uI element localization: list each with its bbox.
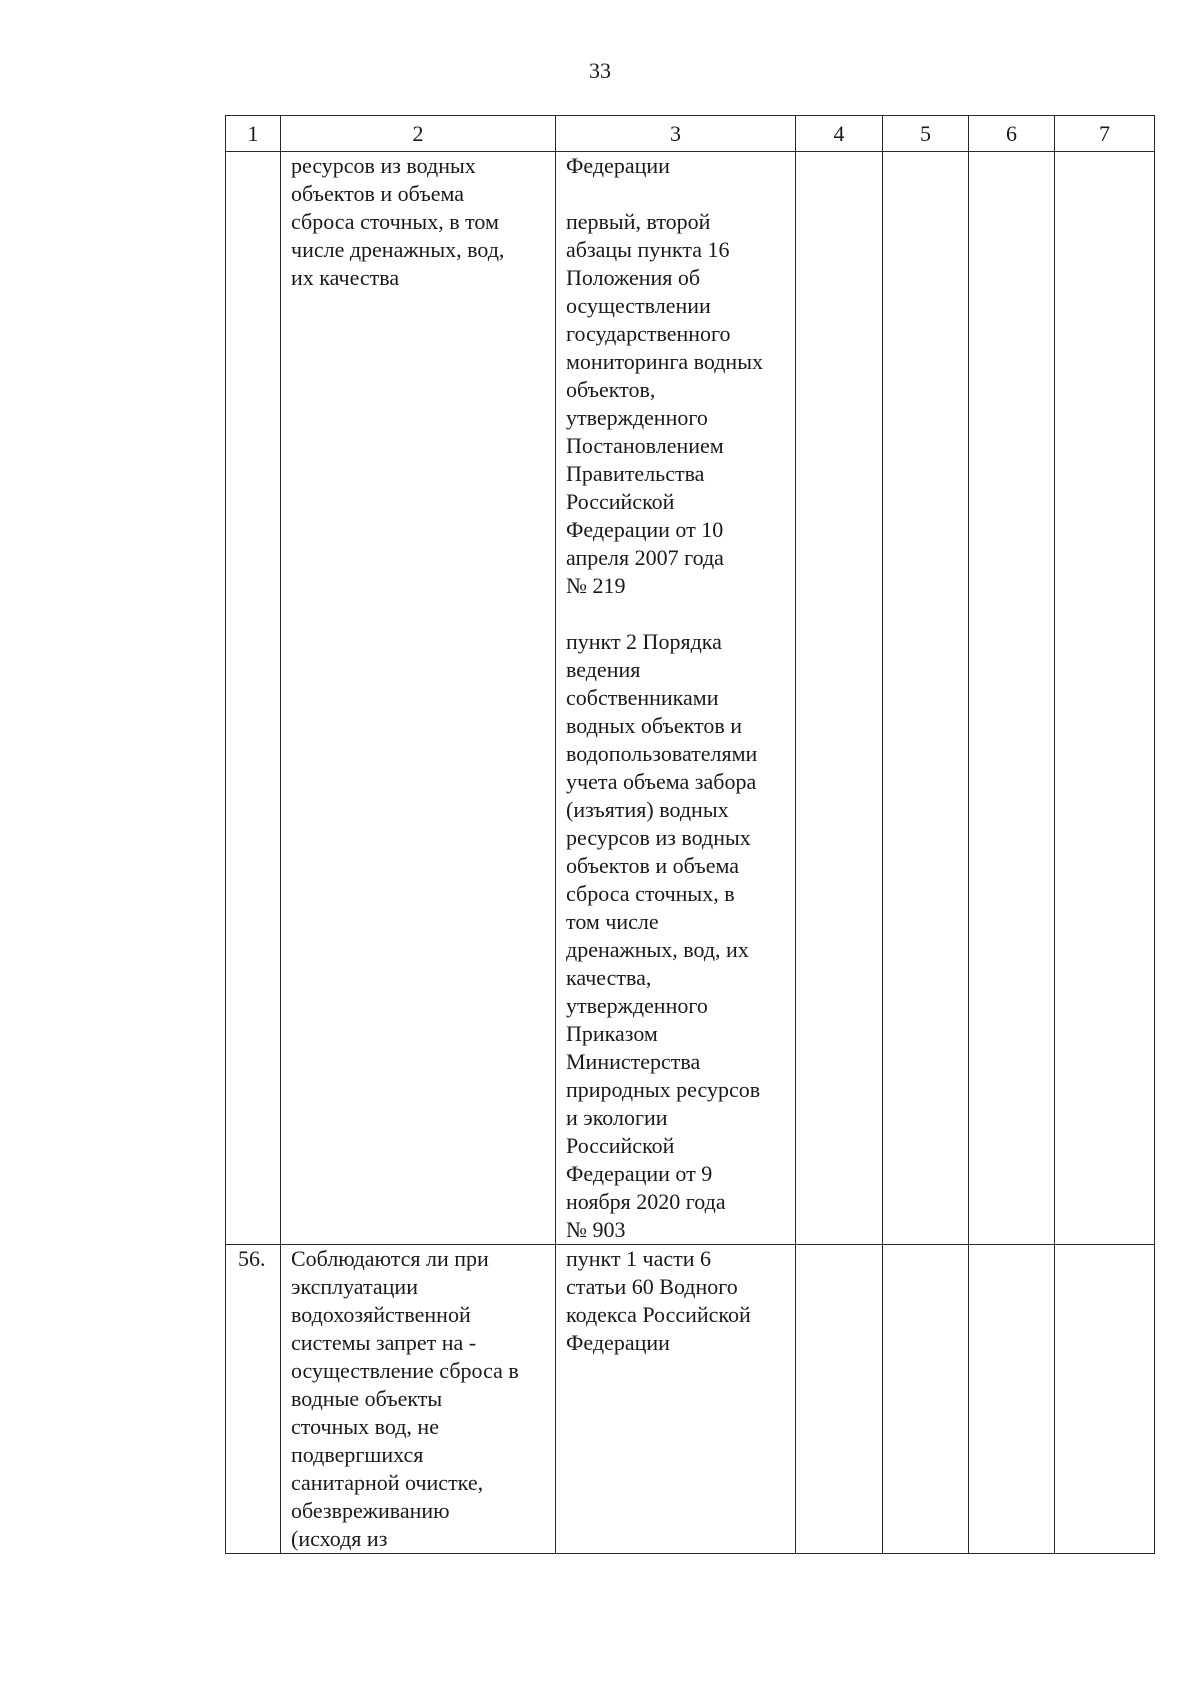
answer-cell-7[interactable] <box>1055 152 1155 1245</box>
legal-reference-text: первый, второй абзацы пункта 16 Положения об осуществлении государственного мониторинга водных объектов, утвержденного Постановлением Правительства Российской Федерации от 10 апреля 2007 года № 219 <box>566 209 763 598</box>
column-header-1: 1 <box>226 116 281 152</box>
answer-cell-5[interactable] <box>883 152 969 1245</box>
legal-reference-text: пункт 2 Порядка ведения собственниками водных объектов и водопользователями учета объема забора (изъятия) водных ресурсов из водных объектов и объема сброса сточных, в том числе дренажных, вод, их качества, утвержденного Приказом Министерства природных ресурсов и экологии Российской Федерации от 9 ноября 2020 года № 903 <box>566 629 761 1242</box>
table-row <box>226 152 1155 1245</box>
answer-cell-5[interactable] <box>883 1245 969 1554</box>
requirement-cell <box>281 1245 556 1554</box>
column-header-7: 7 <box>1055 116 1155 152</box>
requirement-text: ресурсов из водных объектов и объема сброса сточных, в том числе дренажных, вод, их качества <box>291 153 505 290</box>
row-number-cell <box>226 152 281 1245</box>
answer-cell-4[interactable] <box>796 152 883 1245</box>
answer-cell-4[interactable] <box>796 1245 883 1554</box>
table-header-row <box>226 116 1155 152</box>
requirements-table <box>225 115 1155 1554</box>
answer-cell-7[interactable] <box>1055 1245 1155 1554</box>
table-row <box>226 1245 1155 1554</box>
column-header-6: 6 <box>969 116 1055 152</box>
legal-reference-cell <box>556 1245 796 1554</box>
column-header-5: 5 <box>883 116 969 152</box>
requirement-cell <box>281 152 556 1245</box>
column-header-3: 3 <box>556 116 796 152</box>
requirement-text: Соблюдаются ли при эксплуатации водохозяйственной системы запрет на - осуществление сброса в водные объекты сточных вод, не подвергшихся санитарной очистке, обезвреживанию (исходя из <box>291 1246 519 1551</box>
answer-cell-6[interactable] <box>969 152 1055 1245</box>
page-number: 33 <box>589 58 611 83</box>
answer-cell-6[interactable] <box>969 1245 1055 1554</box>
legal-reference-cell <box>556 152 796 1245</box>
legal-reference-text: пункт 1 части 6 статьи 60 Водного кодекса Российской Федерации <box>566 1246 751 1355</box>
column-header-2: 2 <box>281 116 556 152</box>
row-number-cell: 56. <box>226 1245 281 1554</box>
legal-reference-text: Федерации <box>566 153 670 178</box>
column-header-4: 4 <box>796 116 883 152</box>
